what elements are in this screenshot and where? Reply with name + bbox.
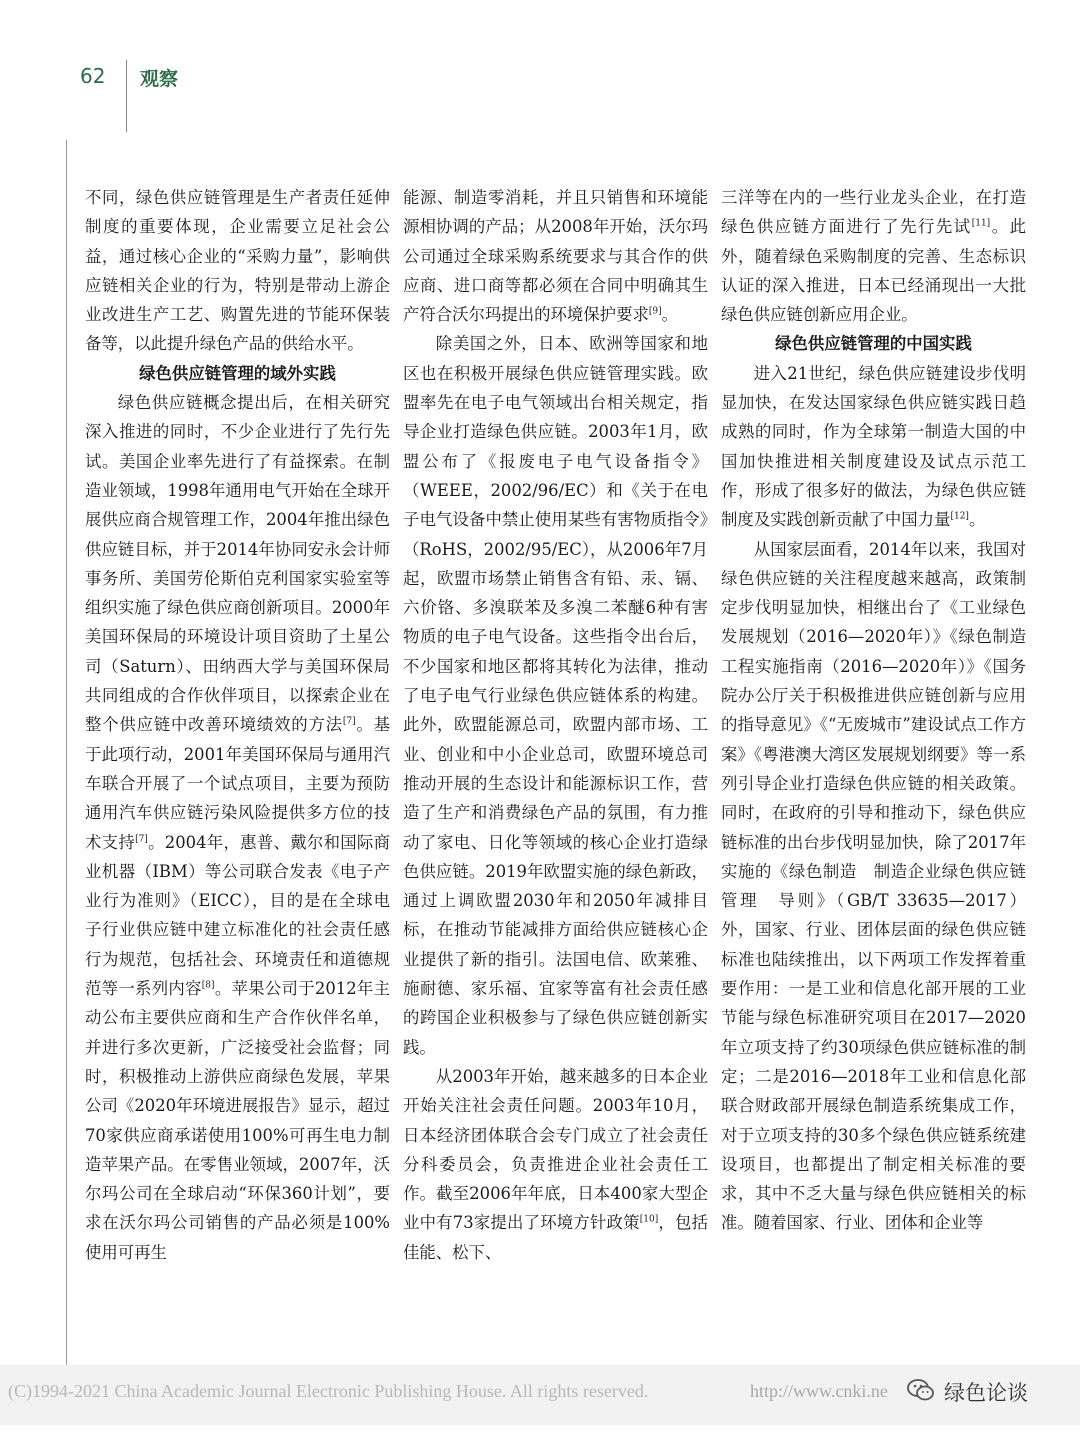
text-column-3 [721, 183, 1026, 1238]
paragraph-text: 能源、制造零消耗，并且只销售和环境能源相协调的产品；从2008年开始，沃尔玛公司通过全球采购系统要求与其合作的供应商、进口商等都必须在合同中明确其生产符合沃尔玛提出的环境保护要求 [403, 188, 708, 325]
paragraph [85, 388, 390, 1267]
subheading [85, 359, 390, 388]
paragraph-text: 不同，绿色供应链管理是生产者责任延伸制度的重要体现，企业需要立足社会公益，通过核心企业的“采购力量”，影响供应链相关企业的行为，特别是带动上游企业改进生产工艺、购置先进的节能环保装备等，以此提升绿色产品的供给水平。 [85, 188, 390, 354]
paragraph [403, 183, 708, 329]
paragraph-text: 三洋等在内的一些行业龙头企业，在打造绿色供应链方面进行了先行先试 [721, 188, 1026, 237]
header-divider [126, 60, 127, 132]
citation-ref: [7] [135, 834, 148, 845]
paragraph-text: 绿色供应链概念提出后，在相关研究深入推进的同时，不少企业进行了先行先试。美国企业率先进行了有益探索。在制造业领域，1998年通用电气开始在全球开展供应商合规管理工作，2004年推出绿色供应链目标，并于2014年协同安永会计师事务所、美国劳伦斯伯克利国家实验室等组织实施了绿色供应商创新项目。2000年美国环保局的环境设计项目资助了土星公司（Saturn）、田纳西大学与美国环保局共同组成的合作伙伴项目，以探索企业在整个供应链中改善环境绩效的方法 [85, 393, 390, 735]
wechat-badge [900, 1377, 1034, 1407]
subheading-text: 绿色供应链管理的中国实践 [775, 334, 972, 354]
paragraph-text: 。基于此项行动，2001年美国环保局与通用汽车联合开展了一个试点项目，主要为预防通用汽车供应链污染风险提供多方位的技术支持 [85, 715, 391, 852]
watermark-footer [0, 1365, 1080, 1425]
paragraph [721, 359, 1026, 535]
paragraph [721, 183, 1026, 329]
wechat-icon [906, 1377, 936, 1407]
paragraph-text: 从国家层面看，2014年以来，我国对绿色供应链的关注程度越来越高，政策制定步伐明显加快，相继出台了《工业绿色发展规划（2016—2020年）》《绿色制造工程实施指南（2016—2020年）》《国务院办公厅关于积极推进供应链创新与应用的指导意见》《“无废城市”建设试点工作方案》《粤港澳大湾区发展规划纲要》等一系列引导企业打造绿色供应链的相关政策。同时，在政府的引导和推动下，绿色供应链标准的出台步伐明显加快，除了2017年实施的《绿色制造 制造企业绿色供应链管理 导则》（GB/T 33635—2017）外，国家、行业、团体层面的绿色供应链标准也陆续推出，以下两项工作发挥着重要作用：一是工业和信息化部开展的工业节能与绿色标准研究项目在2017—2020年立项支持了约30项绿色供应链标准的制定；二是2016—2018年工业和信息化部联合财政部开展绿色制造系统集成工作，对于立项支持的30多个绿色供应链系统建设项目，也都提出了制定相关标准的要求，其中不乏大量与绿色供应链相关的标准。随着国家、行业、团体和企业等 [721, 539, 1026, 1233]
text-column-2 [403, 183, 708, 1267]
paragraph [85, 183, 390, 359]
paragraph-text: 。苹果公司于2012年主动公布主要供应商和生产合作伙伴名单，并进行多次更新，广泛接受社会监督；同时，积极推动上游供应商绿色发展，苹果公司《2020年环境进展报告》显示，超过70家供应商承诺使用100%可再生电力制造苹果产品。在零售业领域，2007年，沃尔玛公司在全球启动“环保360计划”，要求在沃尔玛公司销售的产品必须是100%使用可再生 [85, 979, 390, 1262]
paragraph-text: 除美国之外，日本、欧洲等国家和地区也在积极开展绿色供应链管理实践。欧盟率先在电子电气领域出台相关规定，指导企业打造绿色供应链。2003年1月，欧盟公布了《报废电子电气设备指令》（WEEE，2002/96/EC）和《关于在电子电气设备中禁止使用某些有害物质指令》（RoHS，2002/95/EC），从2006年7月起，欧盟市场禁止销售含有铅、汞、镉、六价铬、多溴联苯及多溴二苯醚6种有害物质的电子电气设备。这些指令出台后，不少国家和地区都将其转化为法律，推动了电子电气行业绿色供应链体系的构建。此外，欧盟能源总司，欧盟内部市场、工业、创业和中小企业总司，欧盟环境总司推动开展的生态设计和能源标识工作，营造了生产和消费绿色产品的氛围，有力推动了家电、日化等领域的核心企业打造绿色供应链。2019年欧盟实施的绿色新政，通过上调欧盟2030年和2050年减排目标，在推动节能减排方面给供应链核心企业提供了新的指引。法国电信、欧莱雅、施耐德、家乐福、宜家等富有社会责任感的跨国企业积极参与了绿色供应链创新实践。 [403, 334, 708, 1057]
paragraph [721, 535, 1026, 1238]
paragraph [403, 1062, 708, 1267]
paragraph [403, 329, 708, 1061]
text-column-1 [85, 183, 390, 1267]
paragraph-text: 从2003年开始，越来越多的日本企业开始关注社会责任问题。2003年10月，日本经济团体联合会专门成立了社会责任分科委员会，负责推进企业社会责任工作。截至2006年年底，日本400家大型企业中有73家提出了环境方针政策 [403, 1066, 708, 1233]
paragraph-text: ，包括佳能、松下、 [403, 1213, 709, 1262]
paragraph-text: 。2004年，惠普、戴尔和国际商业机器（IBM）等公司联合发表《电子产业行为准则》（EICC），目的是在全球电子行业供应链中建立标准化的社会责任感行为规范，包括社会、环境责任和道德规范等一系列内容 [85, 832, 391, 999]
citation-ref: [12] [950, 511, 969, 522]
paragraph-text: 。 [968, 510, 986, 530]
paragraph-text: 。 [661, 305, 678, 325]
margin-rule [66, 140, 67, 1370]
page-header [0, 0, 1080, 140]
page-number: 62 [80, 64, 106, 88]
wechat-account-name: 绿色论谈 [944, 1381, 1028, 1405]
subheading-text: 绿色供应链管理的域外实践 [139, 363, 336, 383]
copyright-notice: (C)1994-2021 China Academic Journal Electronic Publishing House. All rights reserved. [8, 1381, 649, 1401]
citation-ref: [8] [201, 980, 215, 991]
citation-ref: [11] [971, 218, 991, 229]
paragraph-text: 进入21世纪，绿色供应链建设步伐明显加快，在发达国家绿色供应链实践日趋成熟的同时，作为全球第一制造大国的中国加快推进相关制度建设及试点示范工作，形成了很多好的做法，为绿色供应链制度及实践创新贡献了中国力量 [721, 363, 1026, 530]
citation-ref: [7] [342, 716, 356, 727]
cnki-url: http://www.cnki.ne [750, 1381, 888, 1401]
section-title: 观察 [140, 68, 179, 90]
subheading [721, 329, 1026, 358]
citation-ref: [10] [639, 1214, 659, 1225]
citation-ref: [9] [648, 306, 662, 317]
paragraph-text: 。此外，随着绿色采购制度的完善、生态标识认证的深入推进，日本已经涌现出一大批绿色供应链创新应用企业。 [721, 217, 1027, 325]
